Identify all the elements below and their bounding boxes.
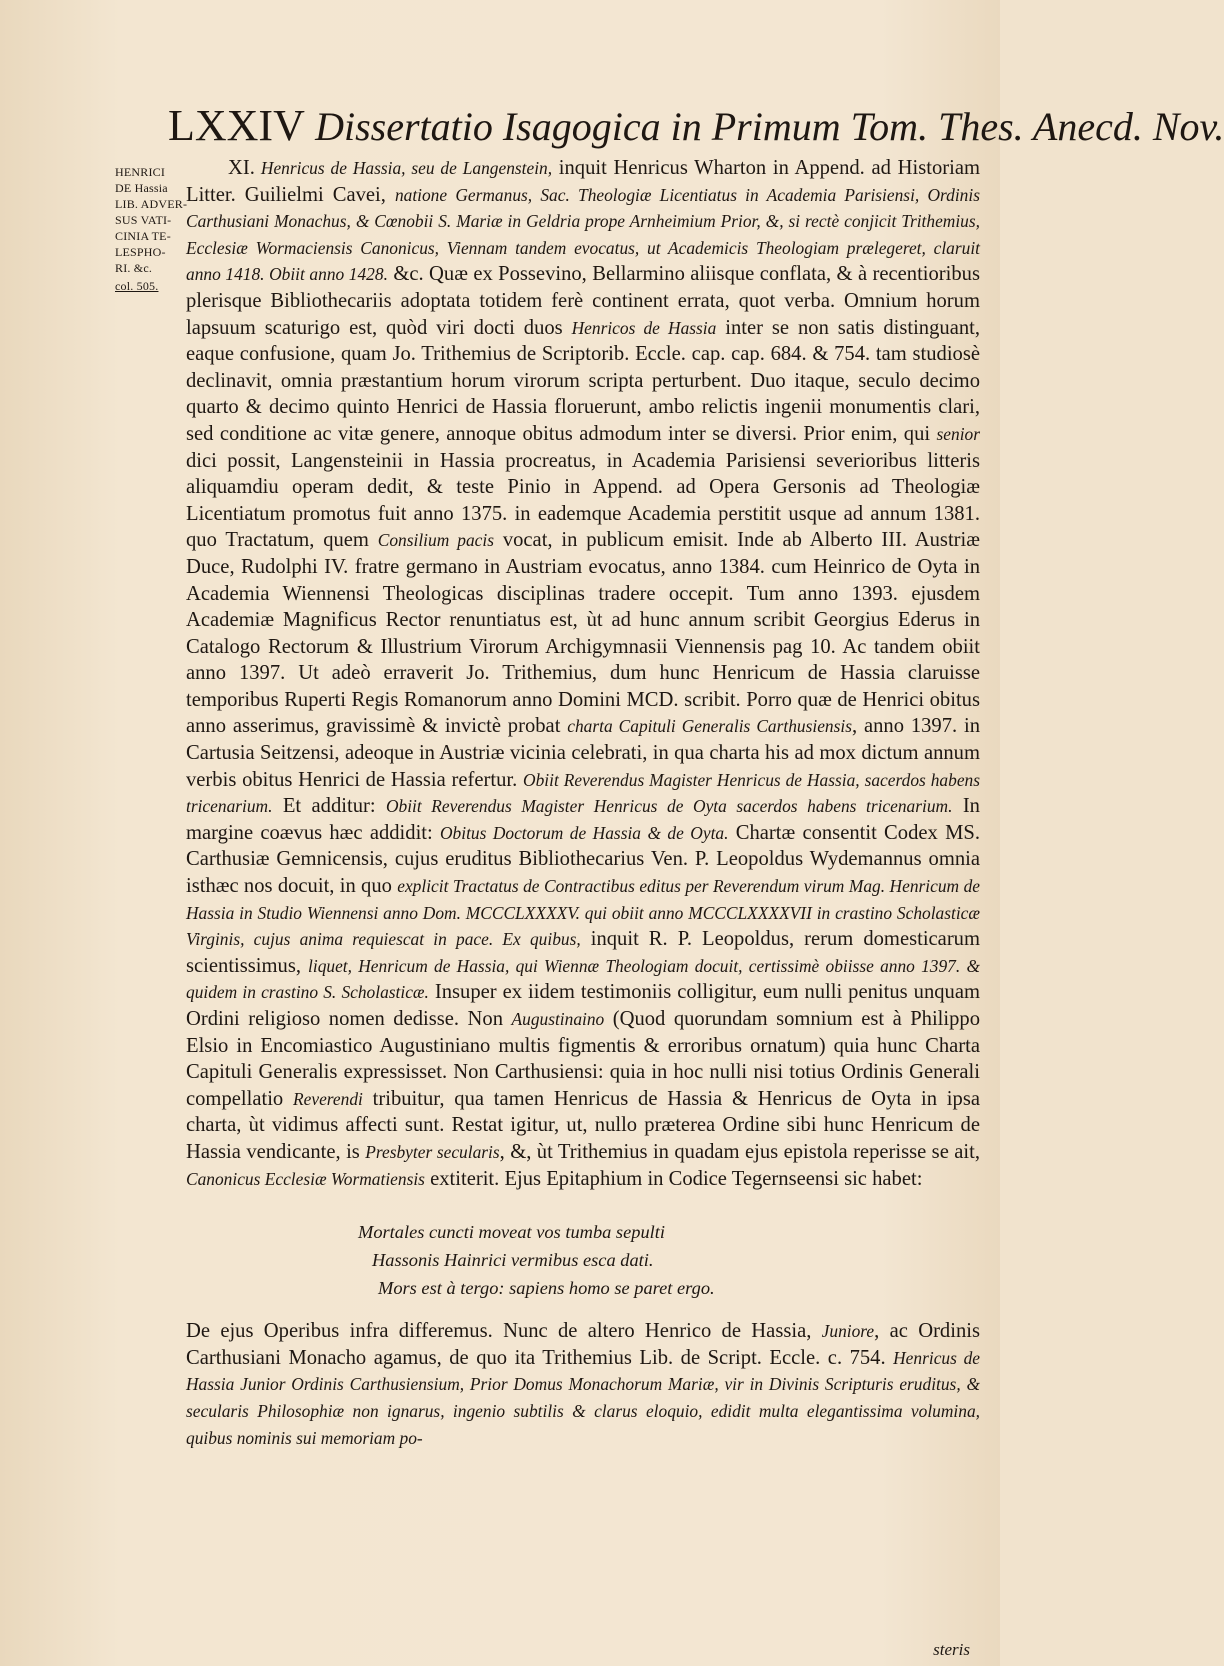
paragraph-xi [186, 155, 980, 1192]
text-run: , ac Ordinis Carthusiani Monacho agamus, de quo ita Trithemius Lib. de Script. Eccle. c. 754. [186, 1320, 980, 1369]
italic-run: Reverendi [293, 1088, 363, 1109]
running-head [168, 100, 1224, 153]
margin-note-line: LESPHO- [115, 245, 166, 259]
italic-run: Canonicus Ecclesiæ Wormatiensis [186, 1168, 425, 1189]
epitaph-line: Hassonis Hainrici vermibus esca dati. [372, 1250, 654, 1271]
text-run: Et additur: [272, 795, 386, 818]
italic-run: Henricos de Hassia [571, 317, 717, 338]
paragraph-runs [186, 1320, 980, 1448]
running-title: Dissertatio Isagogica in Primum Tom. Thes. Anecd. Nov. [315, 104, 1224, 149]
italic-run: natione Germanus, Sac. Theologiæ Licentiatus in Academia Parisiensi, Ordinis Carthusiani Monachus, & Cœnobii S. Mariæ in Geldria prope Arnheimium Prior, &, si rectè conjicit Trithemius, Ecclesiæ Wormaciensis Canonicus, Viennam tandem evocatus, ut Academicis Theologiam prælegeret, claruit anno 1418. Obiit anno 1428. [186, 184, 980, 285]
text-run: (Quod quorundam somnium est à Philippo Elsio in Encomiastico Augustiniano multis figmentis & erroribus ornatum) quia hunc Charta Capituli Generalis expressisset. Non Carthusiensi: quia in hoc nulli nisi totius Ordinis Generali compellatio [186, 1008, 981, 1110]
catchword: steris [933, 1640, 970, 1659]
italic-run: Augustinaino [511, 1009, 605, 1029]
italic-run: Obiit Reverendus Magister Henricus de Hassia, sacerdos habens tricenarium. [186, 769, 980, 817]
italic-run: Obitus Doctorum de Hassia & de Oyta. [440, 822, 729, 843]
margin-notes [115, 164, 188, 294]
text-run: tribuitur, qua tamen Henricus de Hassia & Henricus de Oyta in ipsa charta, ùt vidimus affecti sunt. Restat igitur, ut, nullo præterea Ordine sibi hunc Henricum de Hassia vendicante, is [186, 1087, 980, 1163]
italic-run: Consilium pacis [377, 530, 494, 551]
text-run: dici possit, Langensteinii in Hassia procreatus, in Academia Parisiensi severioribus litteris aliquamdiu operam dedit, & teste Pinio in Append. ad Opera Gersonis ad Theologiæ Licentiatum promotus fuit anno 1375. in eademque Academia perstitit usque ad annum 1381. quo Tractatum, quem [186, 449, 980, 552]
margin-note-line: RI. &c. [115, 261, 153, 275]
text-run: inquit R. P. Leopoldus, rerum domesticarum scientissimus, [186, 928, 980, 977]
main-text [186, 155, 980, 1451]
paragraph-runs [186, 157, 980, 1190]
text-run: , &, ùt Trithemius in quadam ejus epistola reperisse se ait, [499, 1140, 980, 1163]
margin-note-line: SUS VATI- [115, 213, 172, 227]
margin-note-line: DE Hassia [115, 181, 168, 195]
epitaph [186, 1218, 980, 1302]
italic-run: Henricus de Hassia Junior Ordinis Carthusiensium, Prior Domus Monachorum Mariæ, vir in Divinis Scripturis eruditus, & secularis Philosophiæ non ignarus, ingenio subtilis & clarus eloquio, edidit multa elegantissima volumina, quibus nominis sui memoriam po- [186, 1347, 980, 1448]
text-run: inter se non satis distinguant, eaque confusione, quam Jo. Trithemius de Scriptorib. Eccle. cap. cap. 684. & 754. tam studiosè declinavit, omnia præstantium horum virorum scripta perturbent. Duo itaque, seculo decimo quarto & decimo quinto Henrici de Hassia floruerunt, ambo relictis ingenii monumentis clari, sed conditione ac vitæ genere, annoque obitus admodum inter se diversi. Prior enim, qui [186, 316, 981, 445]
italic-run: Henricus de Hassia, seu de Langenstein, [260, 158, 553, 178]
margin-note-line: LIB. ADVER- [115, 197, 188, 211]
italic-run: Presbyter secularis [365, 1141, 500, 1162]
margin-note-line: CINIA TE- [115, 229, 171, 243]
page-number: LXXIV [168, 101, 305, 150]
italic-run: Obiit Reverendus Magister Henricus de Oyta sacerdos habens tricenarium. [385, 796, 953, 817]
text-run: Chartæ consentit Codex MS. Carthusiæ Gemnicensis, cujus eruditus Bibliothecarius Ven. P. Leopoldus Wydemannus omnia isthæc nos docuit, in quo [186, 821, 980, 898]
italic-run: senior [936, 423, 980, 444]
italic-run: charta Capituli Generalis Carthusiensis [567, 716, 852, 737]
text-run: extiterit. Ejus Epitaphium in Codice Tegernseensi sic habet: [424, 1167, 923, 1190]
text-run: Insuper ex iidem testimoniis colligitur, eum nulli penitus unquam Ordini religioso nomen dedisse. Non [186, 981, 980, 1030]
italic-run: liquet, Henricum de Hassia, qui Wiennæ Theologiam docuit, certissimè obiisse anno 1397. & quidem in crastino S. Scholasticæ. [186, 955, 980, 1003]
epitaph-line: Mors est à tergo: sapiens homo se paret ergo. [378, 1278, 715, 1299]
section-number: XI. [228, 157, 255, 179]
paragraph-second [186, 1318, 980, 1451]
text-run: In margine coævus hæc addidit: [186, 795, 980, 844]
text-run: De ejus Operibus infra differemus. Nunc de altero Henrico de Hassia, [186, 1320, 822, 1343]
text-run: inquit Henricus Wharton in Append. ad Historiam Litter. Guilielmi Cavei, [186, 157, 980, 206]
text-run: vocat, in publicum emisit. Inde ab Alberto III. Austriæ Duce, Rudolphi IV. fratre germano in Austriam evocatus, anno 1384. cum Heinrico de Oyta in Academia Wiennensi Theologicas disciplinas tradere occepit. Tum anno 1393. ejusdem Academiæ Magnificus Rector renuntiatus est, ùt ad hunc annum scribit Georgius Ederus in Catalogo Rectorum & Illustrium Virorum Archigymnasii Viennensis pag 10. Ac tandem obiit anno 1397. Ut adeò erraverit Jo. Trithemius, dum hunc Henricum de Hassia claruisse temporibus Ruperti Regis Romanorum anno Domini MCD. scribit. Porro quæ de Henrici obitus anno asserimus, gravissimè & invictè probat [186, 529, 980, 738]
epitaph-line: Mortales cuncti moveat vos tumba sepulti [358, 1222, 665, 1243]
margin-note-line: HENRICI [115, 165, 166, 179]
text-run: &c. Quæ ex Possevino, Bellarmino aliisque conflata, & à recentioribus plerisque Bibliothecariis adoptata totidem ferè continent errata, quot verba. Omnium horum lapsuum scaturigo est, quòd viri docti duos [186, 263, 980, 339]
italic-run: Juniore [821, 1321, 875, 1342]
text-run: , anno 1397. in Cartusia Seitzensi, adeoque in Austriæ vicinia celebrati, in qua charta his ad mox dictum annum verbis obitus Henrici de Hassia refertur. [186, 715, 981, 791]
margin-column-reference: col. 505. [115, 279, 159, 293]
italic-run: explicit Tractatus de Contractibus editus per Reverendum virum Mag. Henricum de Hassia in Studio Wiennensi anno Dom. MCCCLXXXXV. qui obiit anno MCCCLXXXXVII in crastino Scholasticæ Virginis, cujus anima requiescat in pace. Ex quibus, [186, 876, 981, 950]
